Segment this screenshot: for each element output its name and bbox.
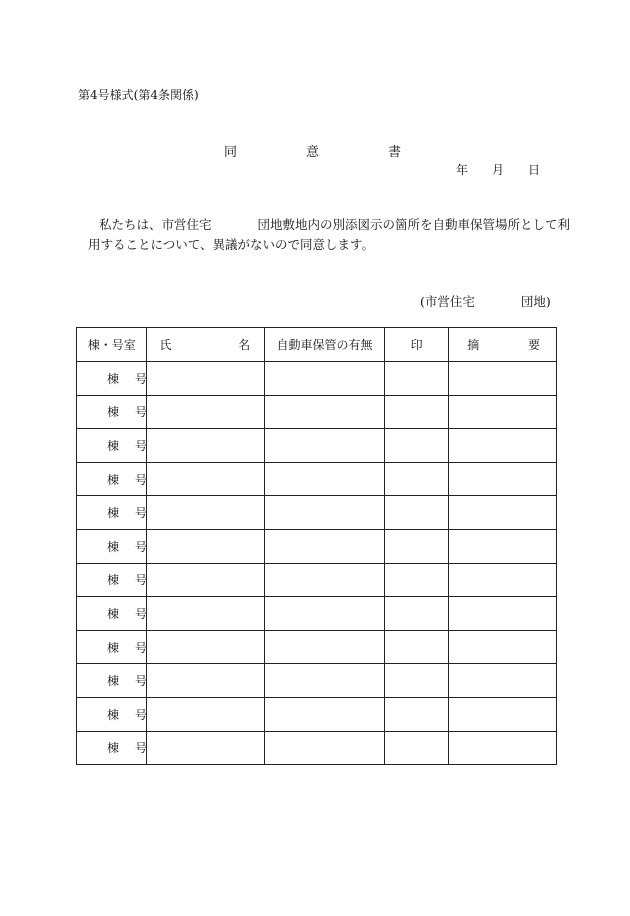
table-row	[77, 563, 557, 597]
table-row	[77, 462, 557, 496]
building-label: 棟	[107, 506, 120, 521]
car-storage-cell[interactable]	[265, 697, 385, 731]
building-label: 棟	[107, 741, 120, 756]
date-month-label: 月	[492, 163, 505, 177]
header-name-b: 名	[238, 338, 251, 352]
seal-cell[interactable]	[384, 664, 448, 698]
number-label: 号	[135, 539, 148, 554]
building-label: 棟	[107, 371, 120, 386]
table-row	[77, 529, 557, 563]
car-storage-cell[interactable]	[265, 731, 385, 765]
note-cell[interactable]	[449, 731, 557, 765]
car-storage-cell[interactable]	[265, 597, 385, 631]
table-row	[77, 362, 557, 396]
car-storage-cell[interactable]	[265, 362, 385, 396]
building-label: 棟	[107, 472, 120, 487]
room-cell[interactable]	[77, 697, 147, 731]
seal-cell[interactable]	[384, 630, 448, 664]
seal-cell[interactable]	[384, 529, 448, 563]
note-cell[interactable]	[449, 529, 557, 563]
note-cell[interactable]	[449, 597, 557, 631]
complex-label-open: (市営住宅	[420, 294, 475, 309]
name-cell[interactable]	[147, 697, 265, 731]
number-label: 号	[135, 606, 148, 621]
consent-text-part-b: 団地敷地内の別添図示の箇所を自動車保管場所として利	[257, 217, 571, 232]
header-note	[449, 328, 557, 362]
consent-text-part-a: 私たちは、市営住宅	[99, 217, 212, 232]
room-cell[interactable]	[77, 496, 147, 530]
number-label: 号	[135, 640, 148, 655]
table-row	[77, 697, 557, 731]
note-cell[interactable]	[449, 496, 557, 530]
seal-cell[interactable]	[384, 697, 448, 731]
number-label: 号	[135, 405, 148, 420]
car-storage-cell[interactable]	[265, 529, 385, 563]
room-cell[interactable]	[77, 362, 147, 396]
seal-cell[interactable]	[384, 462, 448, 496]
header-note-a: 摘	[467, 338, 480, 352]
note-cell[interactable]	[449, 563, 557, 597]
number-label: 号	[135, 472, 148, 487]
building-label: 棟	[107, 707, 120, 722]
number-label: 号	[135, 371, 148, 386]
car-storage-cell[interactable]	[265, 429, 385, 463]
form-number: 第4号様式(第4条関係)	[78, 88, 199, 102]
number-label: 号	[135, 707, 148, 722]
table-row	[77, 496, 557, 530]
header-name	[147, 328, 265, 362]
room-cell[interactable]	[77, 630, 147, 664]
name-cell[interactable]	[147, 630, 265, 664]
room-cell[interactable]	[77, 395, 147, 429]
note-cell[interactable]	[449, 664, 557, 698]
number-label: 号	[135, 741, 148, 756]
name-cell[interactable]	[147, 731, 265, 765]
header-note-b: 要	[527, 338, 540, 352]
consent-text-line-1	[99, 215, 570, 233]
seal-cell[interactable]	[384, 597, 448, 631]
table-row	[77, 597, 557, 631]
car-storage-cell[interactable]	[265, 630, 385, 664]
name-cell[interactable]	[147, 563, 265, 597]
number-label: 号	[135, 573, 148, 588]
table-row	[77, 395, 557, 429]
seal-cell[interactable]	[384, 563, 448, 597]
name-cell[interactable]	[147, 395, 265, 429]
room-cell[interactable]	[77, 529, 147, 563]
note-cell[interactable]	[449, 362, 557, 396]
table-row	[77, 664, 557, 698]
building-label: 棟	[107, 640, 120, 655]
room-cell[interactable]	[77, 462, 147, 496]
header-car: 自動車保管の有無	[265, 328, 385, 362]
car-storage-cell[interactable]	[265, 395, 385, 429]
date-day-label: 日	[528, 163, 541, 177]
number-label: 号	[135, 674, 148, 689]
name-cell[interactable]	[147, 496, 265, 530]
car-storage-cell[interactable]	[265, 664, 385, 698]
seal-cell[interactable]	[384, 496, 448, 530]
note-cell[interactable]	[449, 429, 557, 463]
building-label: 棟	[107, 539, 120, 554]
date-year-label: 年	[456, 163, 469, 177]
building-label: 棟	[107, 573, 120, 588]
building-label: 棟	[107, 606, 120, 621]
name-cell[interactable]	[147, 362, 265, 396]
room-cell[interactable]	[77, 664, 147, 698]
document-title-char-3: 書	[388, 145, 402, 160]
name-cell[interactable]	[147, 529, 265, 563]
name-cell[interactable]	[147, 429, 265, 463]
seal-cell[interactable]	[384, 429, 448, 463]
document-title-char-2: 意	[306, 145, 320, 160]
complex-label-close: 団地)	[520, 294, 551, 309]
name-cell[interactable]	[147, 664, 265, 698]
seal-cell[interactable]	[384, 731, 448, 765]
table-row	[77, 630, 557, 664]
car-storage-cell[interactable]	[265, 462, 385, 496]
room-cell[interactable]	[77, 731, 147, 765]
room-cell[interactable]	[77, 563, 147, 597]
header-name-a: 氏	[159, 338, 172, 352]
number-label: 号	[135, 506, 148, 521]
note-cell[interactable]	[449, 395, 557, 429]
number-label: 号	[135, 438, 148, 453]
note-cell[interactable]	[449, 697, 557, 731]
document-title-char-1: 同	[224, 145, 238, 160]
name-cell[interactable]	[147, 462, 265, 496]
building-label: 棟	[107, 405, 120, 420]
seal-cell[interactable]	[384, 362, 448, 396]
car-storage-cell[interactable]	[265, 496, 385, 530]
header-seal: 印	[384, 328, 448, 362]
note-cell[interactable]	[449, 630, 557, 664]
building-label: 棟	[107, 438, 120, 453]
consent-text-line-2: 用することについて、異議がないので同意します。	[88, 237, 375, 252]
car-storage-cell[interactable]	[265, 563, 385, 597]
note-cell[interactable]	[449, 462, 557, 496]
table-row	[77, 731, 557, 765]
table-header-row	[77, 328, 557, 362]
consent-table	[76, 327, 557, 765]
table-row	[77, 429, 557, 463]
building-label: 棟	[107, 674, 120, 689]
header-room: 棟・号室	[77, 328, 147, 362]
room-cell[interactable]	[77, 429, 147, 463]
room-cell[interactable]	[77, 597, 147, 631]
seal-cell[interactable]	[384, 395, 448, 429]
complex-label	[420, 292, 551, 310]
name-cell[interactable]	[147, 597, 265, 631]
